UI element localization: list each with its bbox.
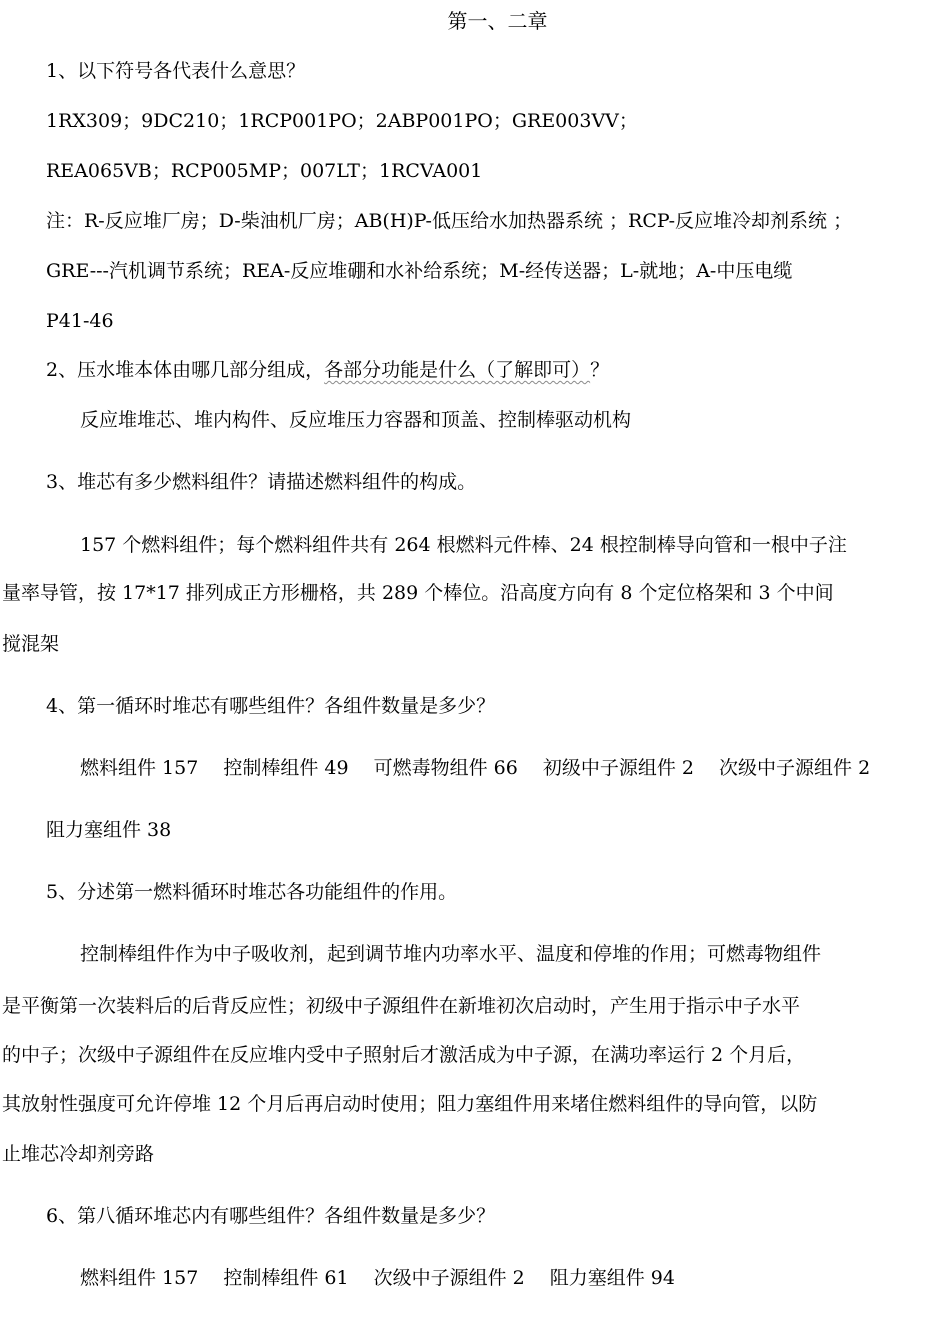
- question-1-codes-line-2: REA065VB；RCP005MP；007LT；1RCVA001: [46, 160, 483, 182]
- question-3: 3、堆芯有多少燃料组件？请描述燃料组件的构成。: [46, 471, 477, 493]
- question-1-page-reference: P41-46: [46, 310, 114, 332]
- question-3-answer-line-1: 157 个燃料组件；每个燃料组件共有 264 根燃料元件棒、24 根控制棒导向管和一根中子注: [80, 534, 847, 556]
- question-1-note-line-2: GRE---汽机调节系统；REA-反应堆硼和水补给系统；M-经传送器；L-就地；A-中压电缆: [46, 260, 793, 282]
- question-2-part-b-spellcheck-underline: 各部分功能是什么（了解即可）: [324, 359, 591, 381]
- question-4: 4、第一循环时堆芯有哪些组件？各组件数量是多少？: [46, 695, 496, 717]
- question-6: 6、第八循环堆芯内有哪些组件？各组件数量是多少？: [46, 1205, 496, 1227]
- question-5-answer-line-2: 是平衡第一次装料后的后背反应性；初级中子源组件在新堆初次启动时，产生用于指示中子水平: [2, 995, 801, 1017]
- question-3-answer-line-2: 量率导管，按 17*17 排列成正方形栅格，共 289 个棒位。沿高度方向有 8 个定位格架和 3 个中间: [2, 582, 834, 604]
- question-4-answer-line-1: 燃料组件 157 控制棒组件 49 可燃毒物组件 66 初级中子源组件 2 次级中子源组件 2: [80, 757, 871, 779]
- page-title: 第一、二章: [447, 9, 548, 33]
- question-1: 1、以下符号各代表什么意思？: [46, 60, 306, 82]
- question-2-part-c: ？: [590, 359, 610, 381]
- question-1-codes-line-1: 1RX309；9DC210；1RCP001PO；2ABP001PO；GRE003VV；: [46, 110, 638, 132]
- question-5: 5、分述第一燃料循环时堆芯各功能组件的作用。: [46, 881, 458, 903]
- question-5-answer-line-5: 止堆芯冷却剂旁路: [2, 1143, 155, 1165]
- question-5-answer-line-4: 其放射性强度可允许停堆 12 个月后再启动时使用；阻力塞组件用来堵住燃料组件的导向管，以防: [2, 1093, 818, 1115]
- question-3-answer-line-3: 搅混架: [2, 633, 60, 655]
- question-2-part-a: 2、压水堆本体由哪几部分组成，: [46, 359, 325, 381]
- question-4-answer-line-2: 阻力塞组件 38: [46, 819, 172, 841]
- question-1-note-line-1: 注：R-反应堆厂房；D-柴油机厂房；AB(H)P-低压给水加热器系统 ；RCP-反应堆冷却剂系统 ；: [46, 210, 853, 232]
- question-5-answer-line-3: 的中子；次级中子源组件在反应堆内受中子照射后才激活成为中子源，在满功率运行 2 个月后，: [2, 1044, 806, 1066]
- question-2-answer: 反应堆堆芯、堆内构件、反应堆压力容器和顶盖、控制棒驱动机构: [80, 409, 632, 431]
- question-2: [46, 358, 609, 382]
- question-6-answer: 燃料组件 157 控制棒组件 61 次级中子源组件 2 阻力塞组件 94: [80, 1267, 675, 1289]
- question-5-answer-line-1: 控制棒组件作为中子吸收剂，起到调节堆内功率水平、温度和停堆的作用；可燃毒物组件: [80, 943, 822, 965]
